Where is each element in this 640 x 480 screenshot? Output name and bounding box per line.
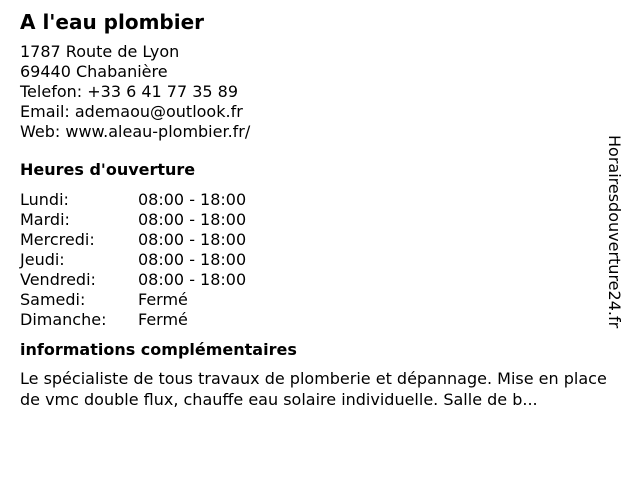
hours-row-tuesday: [20, 210, 620, 230]
business-card: [20, 8, 620, 410]
hours-value: 08:00 - 18:00: [138, 250, 247, 269]
contact-block: [20, 42, 620, 142]
day-label: Dimanche:: [20, 310, 107, 329]
hours-value: Fermé: [138, 290, 188, 309]
hours-row-thursday: [20, 250, 620, 270]
hours-value: 08:00 - 18:00: [138, 210, 247, 229]
address-line-city: 69440 Chabanière: [20, 62, 168, 81]
hours-value: 08:00 - 18:00: [138, 230, 247, 249]
hours-row-saturday: [20, 290, 620, 310]
hours-row-wednesday: [20, 230, 620, 250]
hours-row-friday: [20, 270, 620, 290]
day-label: Mardi:: [20, 210, 70, 229]
email-line: Email: ademaou@outlook.fr: [20, 102, 243, 121]
additional-info-heading: informations complémentaires: [20, 340, 297, 359]
address-line-street: 1787 Route de Lyon: [20, 42, 180, 61]
opening-hours-heading: Heures d'ouverture: [20, 160, 196, 179]
business-name: A l'eau plombier: [20, 10, 205, 34]
hours-value: 08:00 - 18:00: [138, 270, 247, 289]
day-label: Lundi:: [20, 190, 69, 209]
day-label: Samedi:: [20, 290, 86, 309]
day-label: Mercredi:: [20, 230, 95, 249]
web-line: Web: www.aleau-plombier.fr/: [20, 122, 251, 141]
phone-line: Telefon: +33 6 41 77 35 89: [20, 82, 239, 101]
day-label: Vendredi:: [20, 270, 96, 289]
site-watermark: Horairesdouverture24.fr: [605, 135, 624, 329]
hours-row-monday: [20, 190, 620, 210]
hours-value: 08:00 - 18:00: [138, 190, 247, 209]
hours-value: Fermé: [138, 310, 188, 329]
additional-info-text: Le spécialiste de tous travaux de plomberie et dépannage. Mise en place de vmc double flux, chauffe eau solaire individuelle. Salle de b...: [20, 369, 607, 409]
day-label: Jeudi:: [20, 250, 65, 269]
opening-hours-table: [20, 190, 620, 330]
hours-row-sunday: [20, 310, 620, 330]
